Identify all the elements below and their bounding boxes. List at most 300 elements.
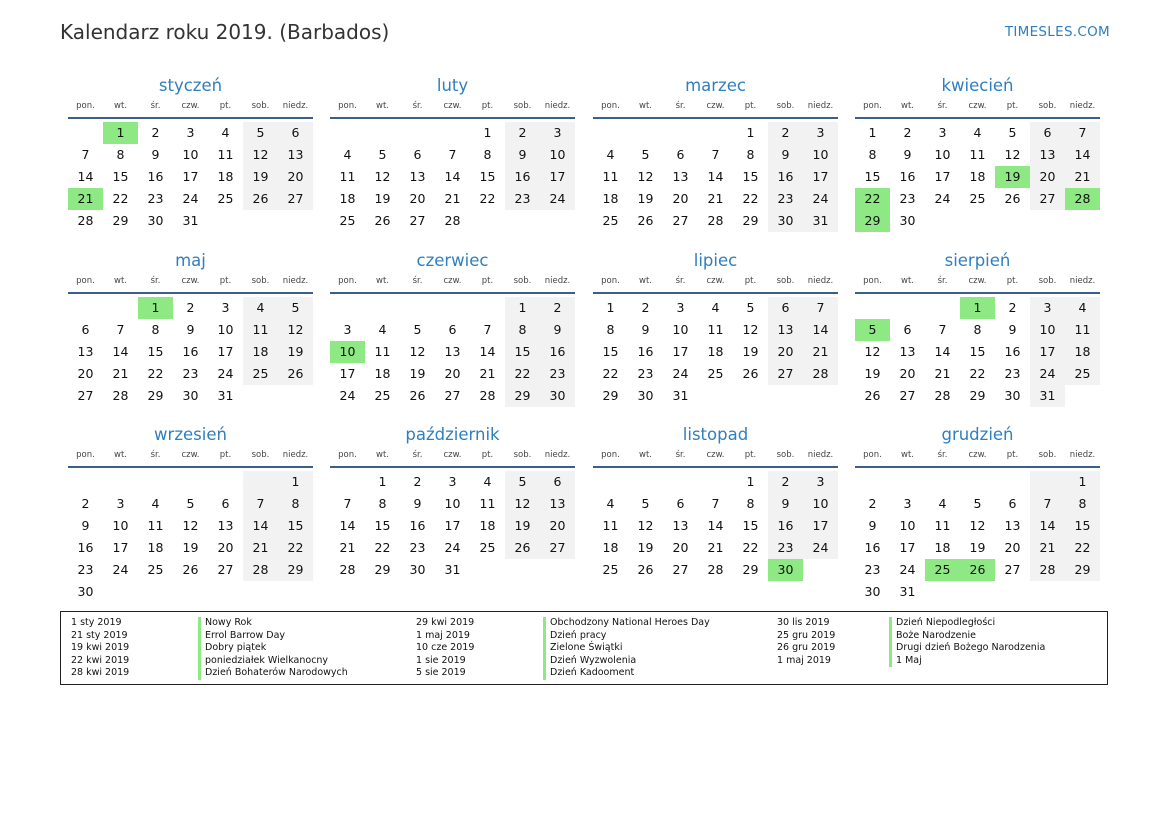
day-cell: 27: [540, 537, 575, 559]
day-cell: 21: [803, 341, 838, 363]
day-cell: 31: [672, 388, 689, 403]
day-cell: 7: [938, 322, 947, 337]
empty-cell: [208, 471, 243, 493]
empty-cell: [855, 471, 890, 493]
holiday-day-cell: 1: [960, 297, 995, 319]
day-cell: 24: [803, 188, 838, 210]
day-cell: 20: [540, 515, 575, 537]
weekday-header: [330, 99, 575, 117]
header-rule: [855, 466, 1100, 468]
day-grid: [593, 122, 838, 232]
legend-date: 29 kwi 2019: [416, 617, 475, 628]
day-cell: 18: [147, 540, 164, 555]
day-cell: 23: [540, 363, 575, 385]
day-cell: 9: [1008, 322, 1017, 337]
empty-cell: [890, 471, 925, 493]
weekday-label: śr.: [412, 276, 423, 286]
holiday-day-cell: 5: [855, 319, 890, 341]
month-block: [330, 73, 575, 232]
day-cell: 20: [217, 540, 234, 555]
weekday-header: [593, 448, 838, 466]
day-cell: 18: [243, 341, 278, 363]
day-cell: 21: [934, 366, 951, 381]
day-cell: 3: [116, 496, 125, 511]
weekday-label: pt.: [219, 276, 232, 286]
weekday-label: pon.: [338, 450, 357, 460]
day-cell: 25: [969, 191, 986, 206]
weekday-label: czw.: [968, 276, 987, 286]
day-cell: 17: [934, 169, 951, 184]
weekday-header: [68, 99, 313, 117]
weekday-label: sob.: [776, 276, 795, 286]
day-cell: 14: [479, 344, 496, 359]
legend-date: 28 kwi 2019: [71, 667, 130, 678]
day-cell: 14: [803, 319, 838, 341]
day-cell: 21: [479, 366, 496, 381]
day-cell: 29: [374, 562, 391, 577]
weekday-label: wt.: [901, 450, 914, 460]
weekday-label: pt.: [1006, 101, 1019, 111]
day-cell: 1: [505, 297, 540, 319]
weekday-label: śr.: [150, 101, 161, 111]
day-cell: 7: [711, 496, 720, 511]
day-cell: 27: [77, 388, 94, 403]
day-cell: 5: [186, 496, 195, 511]
day-grid: [593, 471, 838, 581]
empty-cell: [960, 471, 995, 493]
month-block: [855, 422, 1100, 603]
empty-cell: [593, 471, 628, 493]
month-block: [855, 248, 1100, 407]
day-cell: 27: [278, 188, 313, 210]
weekday-label: śr.: [675, 450, 686, 460]
day-cell: 17: [339, 366, 356, 381]
month-name: styczeń: [158, 76, 223, 95]
day-cell: 7: [81, 147, 90, 162]
day-cell: 11: [339, 169, 356, 184]
day-cell: 9: [186, 322, 195, 337]
day-cell: 5: [641, 147, 650, 162]
day-grid: [330, 471, 575, 581]
day-cell: 28: [243, 559, 278, 581]
day-cell: 16: [768, 515, 803, 537]
day-cell: 23: [637, 366, 654, 381]
header-rule: [855, 117, 1100, 119]
day-cell: 17: [217, 344, 234, 359]
day-cell: 24: [540, 188, 575, 210]
day-cell: 13: [409, 169, 426, 184]
day-cell: 28: [339, 562, 356, 577]
day-cell: 28: [77, 213, 94, 228]
weekday-label: pt.: [744, 101, 757, 111]
weekday-label: sob.: [1038, 450, 1057, 460]
day-cell: 31: [444, 562, 461, 577]
day-cell: 18: [339, 191, 356, 206]
weekday-label: pon.: [76, 101, 95, 111]
weekday-label: niedz.: [282, 276, 309, 286]
day-grid: [855, 122, 1100, 232]
weekday-label: wt.: [639, 450, 652, 460]
month-name: czerwiec: [416, 251, 489, 270]
weekday-label: pon.: [601, 101, 620, 111]
day-cell: 4: [973, 125, 982, 140]
weekday-label: pon.: [338, 101, 357, 111]
day-cell: 4: [243, 297, 278, 319]
weekday-label: pt.: [481, 450, 494, 460]
day-grid: [68, 297, 313, 407]
weekday-label: pt.: [1006, 450, 1019, 460]
day-cell: 10: [182, 147, 199, 162]
day-cell: 3: [676, 300, 685, 315]
weekday-label: sob.: [1038, 101, 1057, 111]
header-rule: [593, 292, 838, 294]
day-cell: 4: [221, 125, 230, 140]
day-cell: 3: [343, 322, 352, 337]
legend-holiday-name: Dzień Wyzwolenia: [550, 654, 637, 666]
day-cell: 5: [1008, 125, 1017, 140]
day-cell: 22: [374, 540, 391, 555]
day-cell: 7: [116, 322, 125, 337]
weekday-label: śr.: [675, 276, 686, 286]
day-cell: 17: [444, 518, 461, 533]
day-cell: 19: [742, 344, 759, 359]
day-cell: 4: [606, 496, 615, 511]
empty-cell: [365, 122, 400, 144]
legend-holiday-name: Dzień pracy: [550, 629, 607, 641]
day-cell: 16: [77, 540, 94, 555]
day-cell: 1: [483, 125, 492, 140]
day-cell: 27: [217, 562, 234, 577]
day-cell: 13: [217, 518, 234, 533]
weekday-label: pt.: [1006, 276, 1019, 286]
day-cell: 18: [374, 366, 391, 381]
weekday-label: pt.: [481, 101, 494, 111]
empty-cell: [68, 122, 103, 144]
day-cell: 3: [540, 122, 575, 144]
day-cell: 14: [243, 515, 278, 537]
legend-date: 19 kwi 2019: [71, 642, 130, 653]
day-cell: 29: [742, 213, 759, 228]
legend-holiday-name: Boże Narodzenie: [896, 629, 976, 641]
day-cell: 24: [1030, 363, 1065, 385]
legend-holiday-name: Zielone Świątki: [550, 642, 623, 653]
day-cell: 17: [540, 166, 575, 188]
weekday-label: niedz.: [807, 101, 834, 111]
header-rule: [855, 292, 1100, 294]
day-cell: 24: [339, 388, 356, 403]
weekday-label: pon.: [863, 101, 882, 111]
day-cell: 1: [606, 300, 615, 315]
day-cell: 3: [903, 496, 912, 511]
weekday-label: pt.: [744, 450, 757, 460]
empty-cell: [103, 297, 138, 319]
day-cell: 28: [803, 363, 838, 385]
day-cell: 22: [278, 537, 313, 559]
day-cell: 12: [278, 319, 313, 341]
day-cell: 31: [803, 210, 838, 232]
day-cell: 30: [147, 213, 164, 228]
day-cell: 14: [339, 518, 356, 533]
day-cell: 12: [374, 169, 391, 184]
day-cell: 15: [374, 518, 391, 533]
day-cell: 2: [505, 122, 540, 144]
day-cell: 1: [868, 125, 877, 140]
legend-date: 10 cze 2019: [416, 642, 475, 653]
month-block: [593, 422, 838, 581]
day-cell: 5: [641, 496, 650, 511]
empty-cell: [243, 471, 278, 493]
day-cell: 23: [182, 366, 199, 381]
day-cell: 26: [409, 388, 426, 403]
day-cell: 8: [746, 147, 755, 162]
header-rule: [68, 466, 313, 468]
day-cell: 22: [742, 191, 759, 206]
day-cell: 3: [221, 300, 230, 315]
weekday-label: czw.: [968, 101, 987, 111]
day-cell: 9: [413, 496, 422, 511]
day-cell: 22: [147, 366, 164, 381]
empty-cell: [663, 471, 698, 493]
empty-cell: [400, 297, 435, 319]
day-cell: 18: [217, 169, 234, 184]
day-cell: 9: [768, 144, 803, 166]
holiday-legend: [60, 611, 1108, 685]
weekday-header: [855, 448, 1100, 466]
day-cell: 18: [602, 540, 619, 555]
empty-cell: [365, 297, 400, 319]
day-cell: 20: [672, 540, 689, 555]
weekday-label: śr.: [675, 101, 686, 111]
day-cell: 15: [864, 169, 881, 184]
day-cell: 20: [77, 366, 94, 381]
weekday-header: [330, 274, 575, 292]
weekday-label: wt.: [114, 276, 127, 286]
weekday-label: sob.: [776, 450, 795, 460]
day-cell: 8: [483, 147, 492, 162]
weekday-label: czw.: [968, 450, 987, 460]
day-cell: 2: [1008, 300, 1017, 315]
day-cell: 10: [1030, 319, 1065, 341]
header-rule: [330, 117, 575, 119]
weekday-label: pon.: [338, 276, 357, 286]
empty-cell: [698, 122, 733, 144]
day-cell: 22: [742, 540, 759, 555]
day-cell: 19: [637, 191, 654, 206]
day-cell: 2: [641, 300, 650, 315]
day-cell: 30: [182, 388, 199, 403]
day-cell: 2: [81, 496, 90, 511]
day-cell: 12: [409, 344, 426, 359]
day-cell: 17: [803, 166, 838, 188]
day-cell: 10: [803, 144, 838, 166]
day-cell: 9: [505, 144, 540, 166]
day-grid: [593, 297, 838, 407]
weekday-label: pon.: [76, 276, 95, 286]
legend-dates-col-2: [416, 617, 474, 680]
day-cell: 29: [147, 388, 164, 403]
day-cell: 5: [413, 322, 422, 337]
legend-date: 26 gru 2019: [777, 642, 836, 653]
empty-cell: [68, 471, 103, 493]
day-cell: 19: [505, 515, 540, 537]
day-cell: 2: [186, 300, 195, 315]
day-cell: 14: [1065, 144, 1100, 166]
empty-cell: [855, 297, 890, 319]
legend-holiday-name: Dobry piątek: [205, 642, 267, 653]
empty-cell: [330, 122, 365, 144]
legend-holiday-name: Obchodzony National Heroes Day: [550, 617, 710, 628]
weekday-label: sob.: [251, 450, 270, 460]
weekday-label: niedz.: [544, 450, 571, 460]
day-cell: 16: [505, 166, 540, 188]
month-block: [593, 73, 838, 232]
day-cell: 8: [868, 147, 877, 162]
day-cell: 24: [112, 562, 129, 577]
month-block: [593, 248, 838, 407]
day-cell: 11: [602, 169, 619, 184]
weekday-label: pon.: [863, 276, 882, 286]
day-cell: 31: [217, 388, 234, 403]
day-cell: 23: [864, 562, 881, 577]
day-cell: 22: [602, 366, 619, 381]
day-cell: 11: [707, 322, 724, 337]
legend-date: 22 kwi 2019: [71, 654, 130, 666]
empty-cell: [400, 122, 435, 144]
day-cell: 11: [1065, 319, 1100, 341]
day-cell: 14: [934, 344, 951, 359]
day-cell: 12: [505, 493, 540, 515]
weekday-label: wt.: [901, 101, 914, 111]
day-cell: 13: [540, 493, 575, 515]
day-cell: 7: [343, 496, 352, 511]
holiday-day-cell: 28: [1065, 188, 1100, 210]
month-block: [68, 73, 313, 232]
weekday-label: czw.: [443, 450, 462, 460]
empty-cell: [628, 471, 663, 493]
day-cell: 27: [1030, 188, 1065, 210]
weekday-label: sob.: [776, 101, 795, 111]
day-cell: 25: [602, 562, 619, 577]
weekday-label: śr.: [412, 101, 423, 111]
weekday-label: sob.: [251, 101, 270, 111]
empty-cell: [470, 297, 505, 319]
page-title: Kalendarz roku 2019. (Barbados): [60, 20, 390, 44]
day-cell: 30: [77, 584, 94, 599]
day-cell: 6: [448, 322, 457, 337]
day-cell: 6: [540, 471, 575, 493]
weekday-label: sob.: [513, 101, 532, 111]
day-cell: 10: [112, 518, 129, 533]
day-cell: 27: [409, 213, 426, 228]
day-cell: 27: [899, 388, 916, 403]
day-cell: 7: [711, 147, 720, 162]
day-grid: [68, 471, 313, 603]
day-cell: 15: [742, 169, 759, 184]
weekday-label: czw.: [443, 276, 462, 286]
day-cell: 3: [1030, 297, 1065, 319]
day-cell: 19: [182, 540, 199, 555]
empty-cell: [103, 471, 138, 493]
day-cell: 25: [243, 363, 278, 385]
weekday-label: sob.: [513, 450, 532, 460]
day-cell: 15: [969, 344, 986, 359]
day-cell: 23: [1004, 366, 1021, 381]
day-cell: 30: [637, 388, 654, 403]
weekday-label: wt.: [114, 101, 127, 111]
weekday-label: śr.: [937, 450, 948, 460]
legend-names-col-3: [889, 617, 1045, 667]
day-cell: 6: [768, 297, 803, 319]
day-cell: 1: [1065, 471, 1100, 493]
day-cell: 9: [540, 319, 575, 341]
empty-cell: [330, 471, 365, 493]
brand-link[interactable]: TIMESLES.COM: [1004, 24, 1110, 40]
day-cell: 2: [903, 125, 912, 140]
day-cell: 19: [243, 166, 278, 188]
day-cell: 11: [479, 496, 496, 511]
day-cell: 10: [803, 493, 838, 515]
day-cell: 24: [899, 562, 916, 577]
day-cell: 28: [444, 213, 461, 228]
day-cell: 7: [1030, 493, 1065, 515]
header-rule: [593, 466, 838, 468]
day-cell: 20: [768, 341, 803, 363]
day-cell: 8: [505, 319, 540, 341]
legend-date: 1 sty 2019: [71, 617, 122, 628]
legend-holiday-name: Drugi dzień Bożego Narodzenia: [896, 642, 1046, 653]
day-cell: 29: [505, 385, 540, 407]
day-cell: 31: [182, 213, 199, 228]
day-cell: 28: [1030, 559, 1065, 581]
day-cell: 25: [339, 213, 356, 228]
day-cell: 16: [899, 169, 916, 184]
legend-holiday-name: Dzień Niepodległości: [896, 617, 996, 628]
day-cell: 21: [1065, 166, 1100, 188]
day-cell: 2: [540, 297, 575, 319]
day-cell: 19: [409, 366, 426, 381]
holiday-day-cell: 25: [925, 559, 960, 581]
day-cell: 30: [899, 213, 916, 228]
empty-cell: [1030, 471, 1065, 493]
day-cell: 30: [768, 210, 803, 232]
day-cell: 15: [147, 344, 164, 359]
holiday-day-cell: 26: [960, 559, 995, 581]
day-cell: 25: [374, 388, 391, 403]
day-cell: 11: [602, 518, 619, 533]
day-cell: 8: [116, 147, 125, 162]
day-cell: 24: [217, 366, 234, 381]
day-cell: 8: [151, 322, 160, 337]
day-cell: 28: [934, 388, 951, 403]
legend-date: 1 maj 2019: [416, 629, 470, 641]
weekday-label: wt.: [639, 101, 652, 111]
day-cell: 23: [147, 191, 164, 206]
day-cell: 1: [378, 474, 387, 489]
day-cell: 1: [746, 474, 755, 489]
day-cell: 6: [221, 496, 230, 511]
day-cell: 29: [969, 388, 986, 403]
weekday-header: [855, 99, 1100, 117]
holiday-day-cell: 29: [855, 210, 890, 232]
day-cell: 18: [934, 540, 951, 555]
empty-cell: [593, 122, 628, 144]
day-cell: 21: [339, 540, 356, 555]
day-cell: 31: [1030, 385, 1065, 407]
day-cell: 10: [672, 322, 689, 337]
legend-date: 1 maj 2019: [777, 654, 831, 666]
legend-holiday-name: Nowy Rok: [205, 617, 252, 628]
day-cell: 25: [217, 191, 234, 206]
